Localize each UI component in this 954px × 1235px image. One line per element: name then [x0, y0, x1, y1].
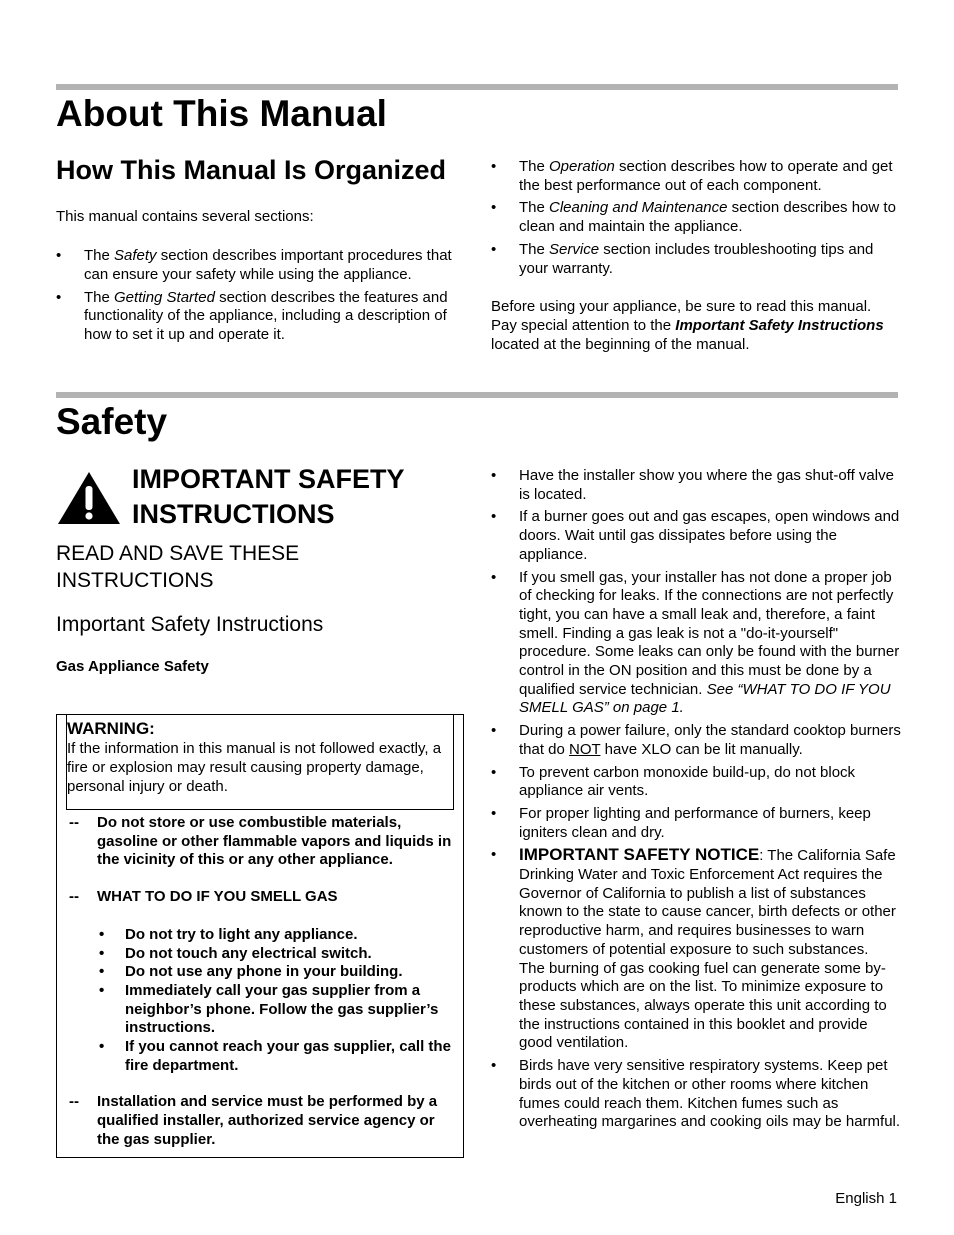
about-intro: This manual contains several sections:: [56, 208, 314, 226]
list-item: • Have the installer show you where the gas shut-off valve is located.: [491, 467, 894, 503]
about-right-column: [491, 158, 899, 354]
gas-smell-item: • Immediately call your gas supplier from a neighbor’s phone. Follow the gas supplier’s instructions.: [99, 981, 439, 1037]
about-left-column: [56, 154, 468, 349]
warning-dash-item: -- Installation and service must be performed by a qualified installer, authorized service agency or the gas supplier.: [69, 1093, 438, 1148]
organized-heading: How This Manual Is Organized: [56, 155, 447, 185]
warning-triangle-icon: [56, 470, 122, 526]
list-item: • The Operation section describes how to operate and get the best performance out of each component.: [491, 158, 893, 194]
list-item: • During a power failure, only the standard cooktop burners that do NOT have XLO can be lit manually.: [491, 722, 901, 758]
warning-dash-item: -- WHAT TO DO IF YOU SMELL GAS: [69, 888, 338, 906]
top-rule: [56, 84, 898, 90]
list-item: • The Safety section describes important procedures that can ensure your safety while using the appliance.: [56, 247, 452, 283]
warning-box: [56, 714, 464, 1158]
list-item: • To prevent carbon monoxide build-up, do not block appliance air vents.: [491, 763, 856, 800]
list-item: • The Getting Started section describes the features and functionality of the appliance, including a description of how to set it up and operate it.: [56, 288, 448, 343]
list-item: • If a burner goes out and gas escapes, open windows and doors. Wait until gas dissipates before using the appliance.: [491, 508, 900, 563]
safety-right-column: [491, 467, 901, 1136]
gas-smell-item: • If you cannot reach your gas supplier, call the fire department.: [99, 1038, 451, 1074]
read-save-heading: READ AND SAVE THESE INSTRUCTIONS: [56, 542, 300, 592]
gas-safety-heading: Gas Appliance Safety: [56, 658, 209, 675]
safety-rule: [56, 392, 898, 398]
gas-smell-item: • Do not try to light any appliance.: [99, 925, 358, 943]
list-item: • If you smell gas, your installer has not done a proper job of checking for leaks. If the connections are not perfectly tight, you can have a small leak and, therefore, a faint smell. Finding a gas leak is not a "do-it-yourself" procedure. Some leaks can only be found with the burner control in the ON position and this must be done by a qualified service technician. See “WHAT TO DO IF YOU SMELL GAS” on page 1.: [491, 568, 900, 717]
about-closing: Before using your appliance, be sure to read this manual. Pay special attention to the Important Safety Instructions located at the beginning of the manual.: [491, 298, 884, 353]
gas-smell-item: • Do not touch any electrical switch.: [99, 944, 372, 962]
warning-dash-item: -- Do not store or use combustible materials, gasoline or other flammable vapors and liquids in the vicinity of this or any other appliance.: [69, 814, 452, 869]
sections-list-left: [56, 247, 468, 345]
about-title: About This Manual: [56, 93, 387, 134]
safety-bullets: [491, 467, 901, 1132]
list-item: • Birds have very sensitive respiratory systems. Keep pet birds out of the kitchen or other rooms where kitchen fumes could reach them. Kitchen fumes such as overheating margarines and cooking oils may be harmful.: [491, 1057, 901, 1131]
important-safety-heading: IMPORTANT SAFETY INSTRUCTIONS: [132, 464, 405, 529]
gas-smell-item: • Do not use any phone in your building.: [99, 963, 403, 981]
safety-title: Safety: [56, 401, 168, 442]
safety-subheading: Important Safety Instructions: [56, 613, 324, 636]
safety-left-column: [56, 462, 468, 1148]
sections-list-right: [491, 158, 899, 278]
warning-title: WARNING:: [67, 719, 155, 738]
page-number: English 1: [835, 1190, 897, 1207]
list-item: • The Service section includes troubleshooting tips and your warranty.: [491, 240, 874, 277]
list-item: • IMPORTANT SAFETY NOTICE: The California Safe Drinking Water and Toxic Enforcement Act requires the Governor of California to publish a list of substances known to the state to cause cancer, birth defects or other reproductive harm, and requires businesses to warn customers of potential exposure to such substances. The burning of gas cooking fuel can generate some by-products which are on the list. To minimize exposure to these substances, always operate this unit according to the instructions contained in this booklet and provide good ventilation.: [491, 845, 896, 1052]
warning-inner-box: [66, 715, 454, 810]
warning-text: If the information in this manual is not followed exactly, a fire or explosion may result causing property damage, personal injury or death.: [67, 740, 442, 795]
list-item: • For proper lighting and performance of burners, keep igniters clean and dry.: [491, 804, 871, 841]
list-item: • The Cleaning and Maintenance section describes how to clean and maintain the appliance.: [491, 199, 896, 236]
